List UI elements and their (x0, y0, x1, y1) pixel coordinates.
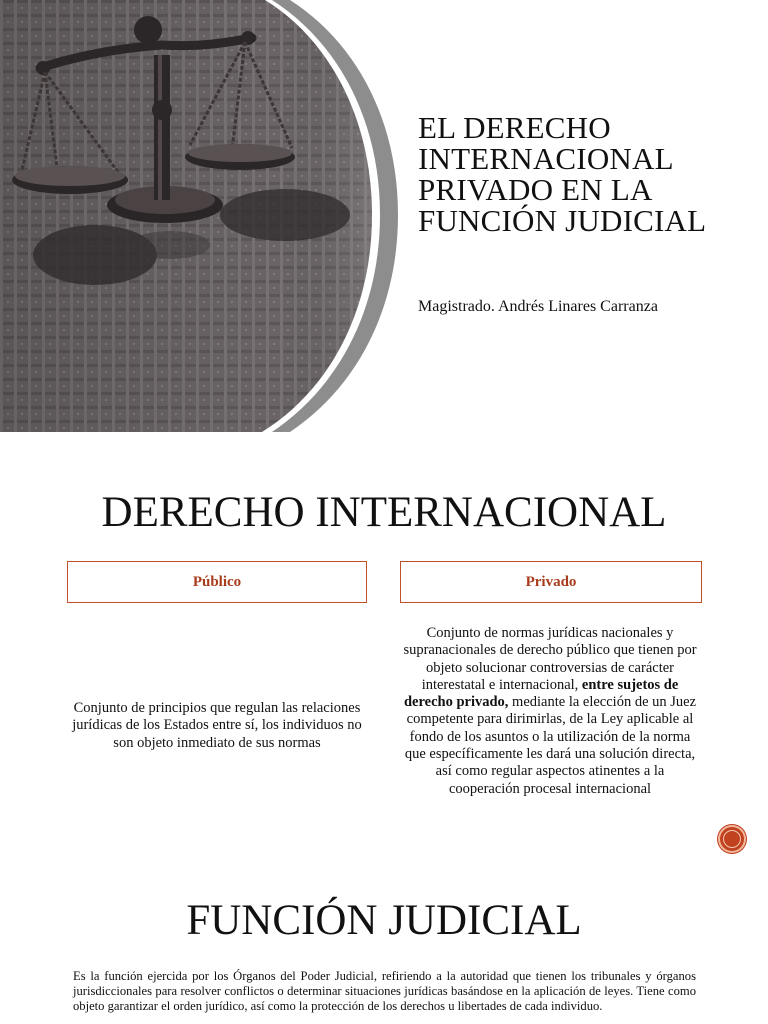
title-block (418, 112, 748, 236)
slide-funcion-judicial (0, 864, 768, 1024)
privado-desc-part1: Conjunto de normas jurídicas nacionales y supranacionales de derecho público que tienen por objeto solucionar controversias de carácter interestatal e internacional, (403, 625, 697, 693)
slide-title (0, 0, 768, 432)
slide-derecho-internacional (0, 432, 768, 864)
slide-heading: FUNCIÓN JUDICIAL (186, 897, 582, 944)
privado-desc-part2: mediante la elección de un Juez competente para dirimirlas, de la Ley aplicable al fondo de los asuntos o la utilización de la norma que específicamente les dará una solución directa, así como regular aspectos atinentes a la cooperación procesal internacional (404, 694, 697, 797)
privado-desc-bold: entre sujetos de derecho privado, (403, 676, 679, 711)
scales-of-justice-icon (0, 0, 400, 432)
privado-description (400, 625, 700, 798)
publico-description: Conjunto de principios que regulan las relaciones jurídicas de los Estados entre sí, los individuos no son objeto inmediato de sus normas (72, 700, 362, 751)
publico-box: Público (67, 561, 367, 603)
privado-box: Privado (400, 561, 702, 603)
body-text: Es la función ejercida por los Órganos del Poder Judicial, refiriendo a la autoridad que tienen los tribunales y órganos jurisdiccionales para resolver conflictos o determinar situaciones jurídicas basándose en la aplicación de leyes. Tiene como objeto garantizar el orden jurídico, así como la protección de los derechos u libertades de cada individuo. (73, 969, 696, 1013)
author-name: Magistrado. Andrés Linares Carranza (418, 298, 658, 315)
presentation-title: EL DERECHO INTERNACIONAL PRIVADO EN LA FUNCIÓN JUDICIAL (418, 110, 707, 238)
circle-next-icon[interactable] (718, 825, 746, 853)
slide-heading: DERECHO INTERNACIONAL (101, 489, 667, 536)
